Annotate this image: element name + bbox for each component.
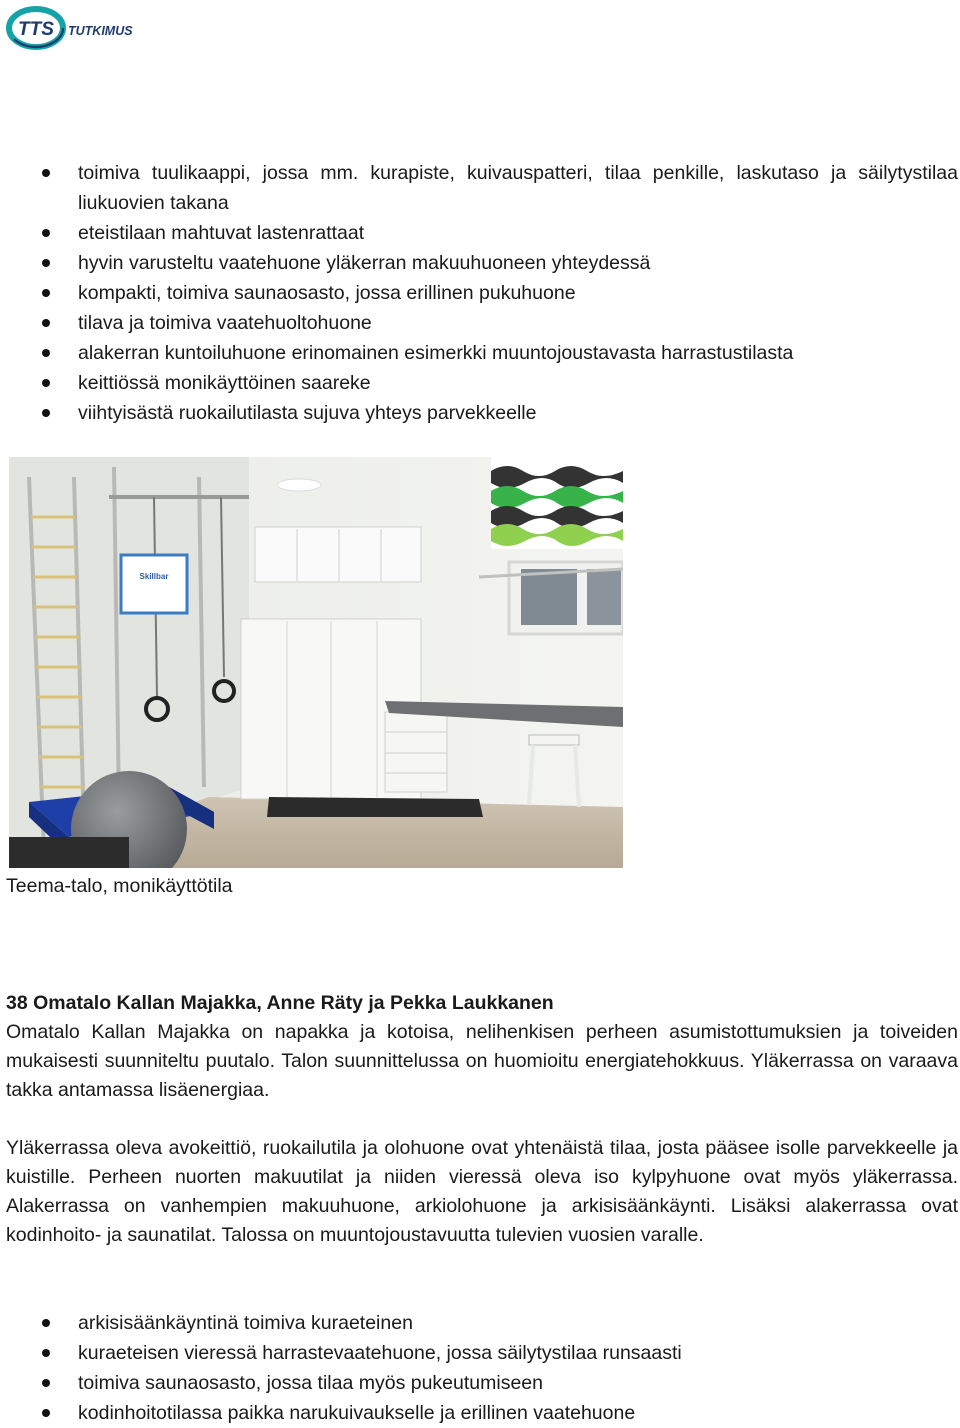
- list-item: kuraeteisen vieressä harrastevaatehuone, jossa säilytystilaa runsaasti: [0, 1338, 960, 1368]
- list-item: alakerran kuntoiluhuone erinomainen esimerkki muuntojoustavasta harrastustilasta: [0, 338, 960, 368]
- logo-mark: TTS: [18, 19, 54, 40]
- list-item: eteistilaan mahtuvat lastenrattaat: [0, 218, 960, 248]
- logo-wordmark: TUTKIMUS: [68, 24, 133, 38]
- tts-tutkimus-logo: [6, 4, 156, 56]
- list-item: kodinhoitotilassa paikka narukuivaukselle ja erillinen vaatehuone: [0, 1398, 960, 1428]
- feature-list-top: [0, 158, 960, 428]
- list-item: viihtyisästä ruokailutilasta sujuva yhteys parvekkeelle: [0, 398, 960, 428]
- list-item: keittiössä monikäyttöinen saareke: [0, 368, 960, 398]
- list-item: arkisisäänkäyntinä toimiva kuraeteinen: [0, 1308, 960, 1338]
- list-item: toimiva tuulikaappi, jossa mm. kurapiste, kuivauspatteri, tilaa penkille, laskutaso ja säilytystilaa liukuovien takana: [0, 158, 960, 218]
- paragraph: Omatalo Kallan Majakka on napakka ja kotoisa, nelihenkisen perheen asumistottumuksien ja toiveiden mukaisesti suunniteltu puutalo. Talon suunnittelussa on huomioitu energiatehokkuus. Yläkerrassa on varaava takka antamassa lisäenergiaa.: [6, 1021, 958, 1101]
- feature-list-bottom: [0, 1308, 960, 1428]
- list-item: hyvin varusteltu vaatehuone yläkerran makuuhuoneen yhteydessä: [0, 248, 960, 278]
- photo-caption: Teema-talo, monikäyttötila: [6, 875, 233, 897]
- section-title: 38 Omatalo Kallan Majakka, Anne Räty ja Pekka Laukkanen: [6, 992, 554, 1014]
- room-photo: [9, 457, 623, 868]
- list-item: tilava ja toimiva vaatehuoltohuone: [0, 308, 960, 338]
- list-item: toimiva saunaosasto, jossa tilaa myös pukeutumiseen: [0, 1368, 960, 1398]
- paragraph: Yläkerrassa oleva avokeittiö, ruokailutila ja olohuone ovat yhtenäistä tilaa, josta pääsee isolle parvekkeelle ja kuistille. Perheen nuorten makuutilat ja niiden vieressä oleva iso kylpyhuone ovat myös yläkerrassa. Alakerrassa on vanhempien makuuhuone, arkiolohuone ja arkisisäänkäynti. Lisäksi alakerrassa ovat kodinhoito- ja saunatilat. Talossa on muuntojoustavuutta tulevien vuosien varalle.: [6, 1137, 958, 1246]
- poster-text: Skillbar: [139, 572, 169, 581]
- list-item: kompakti, toimiva saunaosasto, jossa erillinen pukuhuone: [0, 278, 960, 308]
